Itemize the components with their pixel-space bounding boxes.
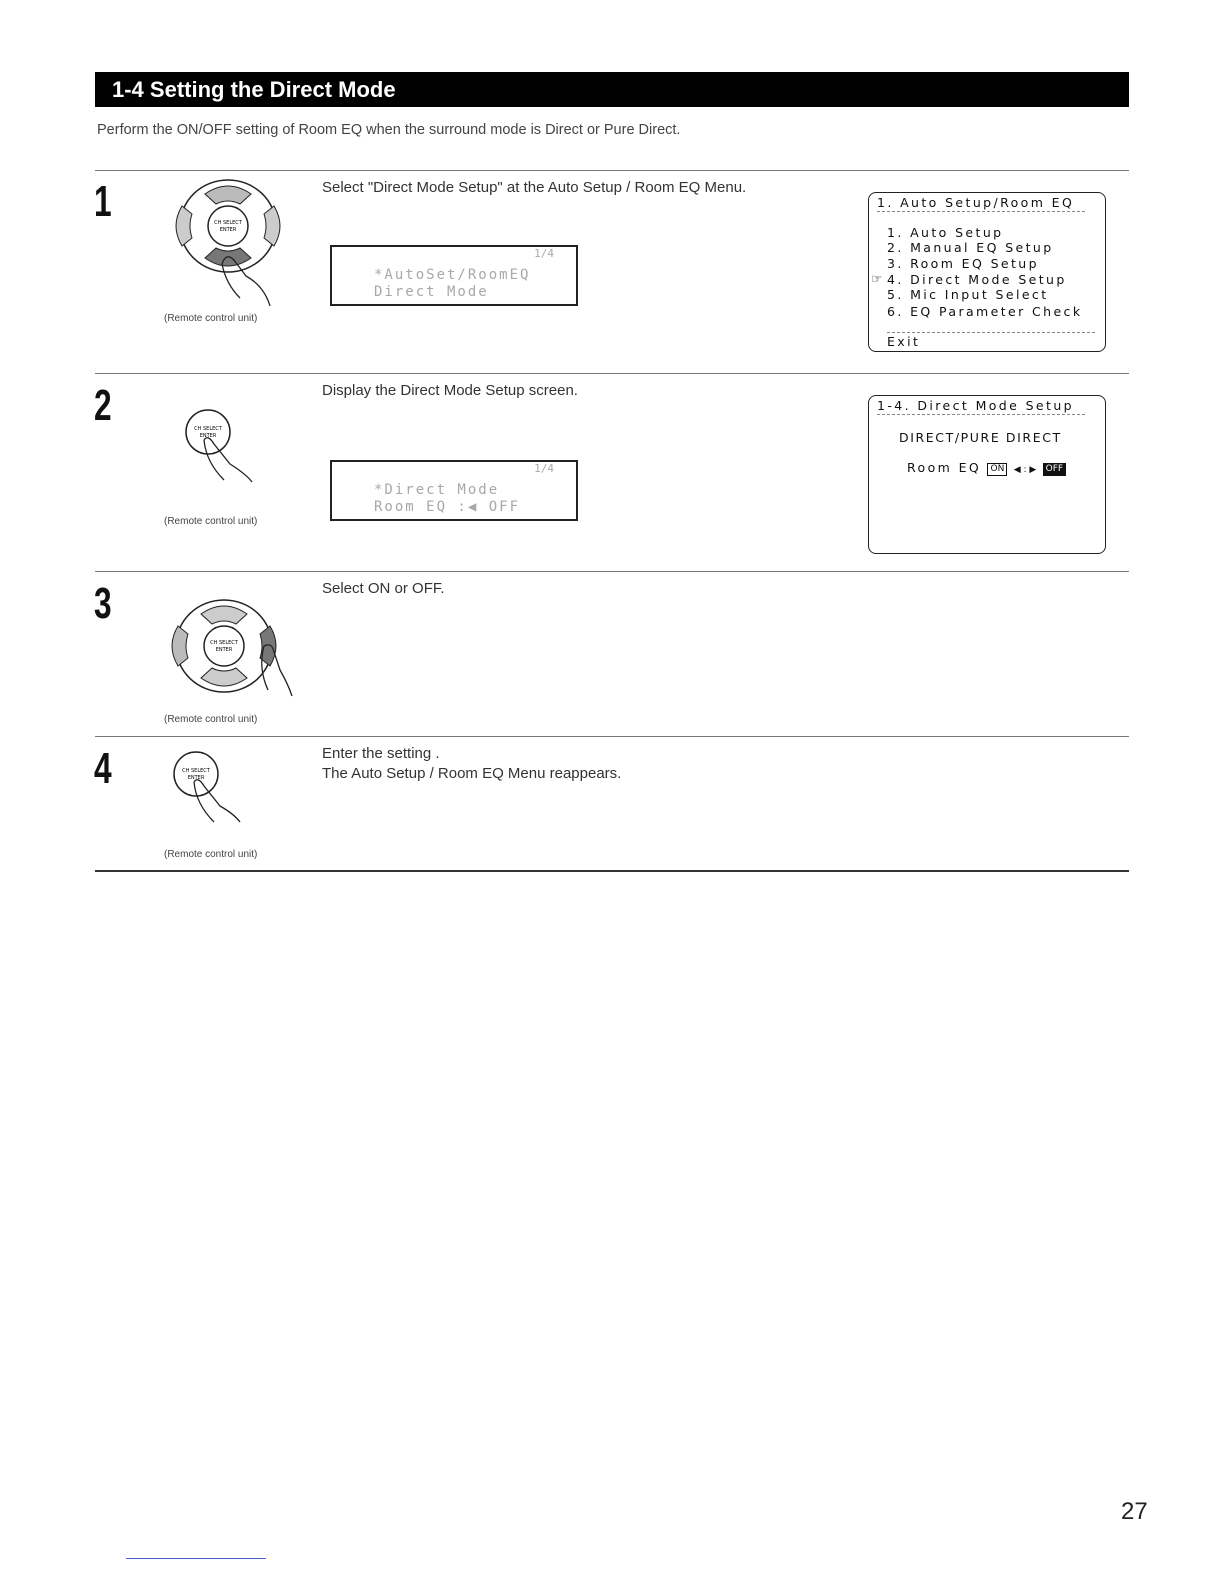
osd-menu-item: 6. EQ Parameter Check	[887, 304, 1083, 319]
step-number: 1	[94, 177, 112, 226]
osd-menu-item-selected: 4. Direct Mode Setup	[887, 272, 1067, 287]
remote-control-illustration	[160, 748, 300, 838]
osd-off-option: OFF	[1043, 463, 1066, 476]
remote-enter-press-icon	[160, 404, 300, 514]
step-number: 2	[94, 381, 112, 430]
front-panel-display	[330, 245, 578, 306]
remote-caption: (Remote control unit)	[164, 714, 258, 725]
osd-menu-item: 5. Mic Input Select	[887, 287, 1049, 302]
step-text-line-2: The Auto Setup / Room EQ Menu reappears.	[322, 765, 622, 782]
step-divider	[95, 571, 1129, 572]
svg-text:CH SELECT: CH SELECT	[194, 426, 222, 432]
step-instruction	[322, 178, 792, 198]
remote-caption: (Remote control unit)	[164, 313, 258, 324]
section-title: 1-4 Setting the Direct Mode	[95, 72, 1129, 107]
remote-enter-press-icon	[160, 748, 300, 838]
svg-text:ENTER: ENTER	[199, 433, 217, 439]
page-number: 27	[1121, 1498, 1148, 1525]
display-indicator: 1/4	[534, 462, 554, 475]
on-screen-menu	[868, 192, 1106, 352]
svg-text:ENTER: ENTER	[187, 775, 205, 781]
step-instruction	[322, 579, 792, 599]
step-text: Display the Direct Mode Setup screen.	[322, 382, 578, 399]
on-screen-menu	[868, 395, 1106, 554]
step-text: Select "Direct Mode Setup" at the Auto Setup / Room EQ Menu.	[322, 179, 747, 196]
osd-room-eq-label: Room EQ	[907, 460, 982, 475]
step-number: 4	[94, 744, 112, 793]
svg-text:ENTER: ENTER	[215, 647, 233, 653]
osd-menu-item: 3. Room EQ Setup	[887, 256, 1039, 271]
osd-menu-item: 2. Manual EQ Setup	[887, 240, 1054, 255]
osd-exit: Exit	[887, 332, 1095, 349]
section-intro: Perform the ON/OFF setting of Room EQ when the surround mode is Direct or Pure Direct.	[97, 122, 681, 138]
svg-text:CH SELECT: CH SELECT	[182, 768, 210, 774]
svg-text:CH SELECT: CH SELECT	[214, 220, 242, 226]
osd-subtitle: DIRECT/PURE DIRECT	[899, 430, 1062, 445]
remote-dpad-right-press-icon	[160, 594, 300, 704]
remote-control-illustration	[160, 176, 300, 306]
step-instruction	[322, 744, 792, 784]
osd-title: 1-4. Direct Mode Setup	[877, 398, 1085, 415]
osd-menu-item: 1. Auto Setup	[887, 225, 1004, 240]
remote-control-illustration	[160, 594, 300, 704]
step-divider	[95, 373, 1129, 374]
step-text: Select ON or OFF.	[322, 580, 445, 597]
osd-cursor-icon: ☞	[871, 271, 883, 286]
remote-caption: (Remote control unit)	[164, 849, 258, 860]
display-line-1: *AutoSet/RoomEQ	[374, 267, 531, 283]
step-number: 3	[94, 579, 112, 628]
remote-caption: (Remote control unit)	[164, 516, 258, 527]
step-divider	[95, 170, 1129, 171]
section-bottom-rule	[95, 870, 1129, 872]
osd-on-option: ON	[987, 463, 1007, 476]
remote-control-illustration	[160, 404, 300, 514]
step-text-line-1: Enter the setting .	[322, 745, 440, 762]
remote-dpad-down-press-icon	[160, 176, 300, 306]
front-panel-display	[330, 460, 578, 521]
osd-room-eq-row	[907, 460, 1066, 476]
footer-link-line	[126, 1558, 266, 1559]
display-indicator: 1/4	[534, 247, 554, 260]
display-line-2: Direct Mode	[374, 284, 489, 300]
display-line-1: *Direct Mode	[374, 482, 500, 498]
osd-title: 1. Auto Setup/Room EQ	[877, 195, 1085, 212]
osd-arrows-icon: ◀ : ▶	[1013, 465, 1037, 475]
svg-text:ENTER: ENTER	[219, 227, 237, 233]
svg-text:CH SELECT: CH SELECT	[210, 640, 238, 646]
step-divider	[95, 736, 1129, 737]
step-instruction	[322, 381, 792, 401]
display-line-2: Room EQ :◀ OFF	[374, 499, 521, 515]
